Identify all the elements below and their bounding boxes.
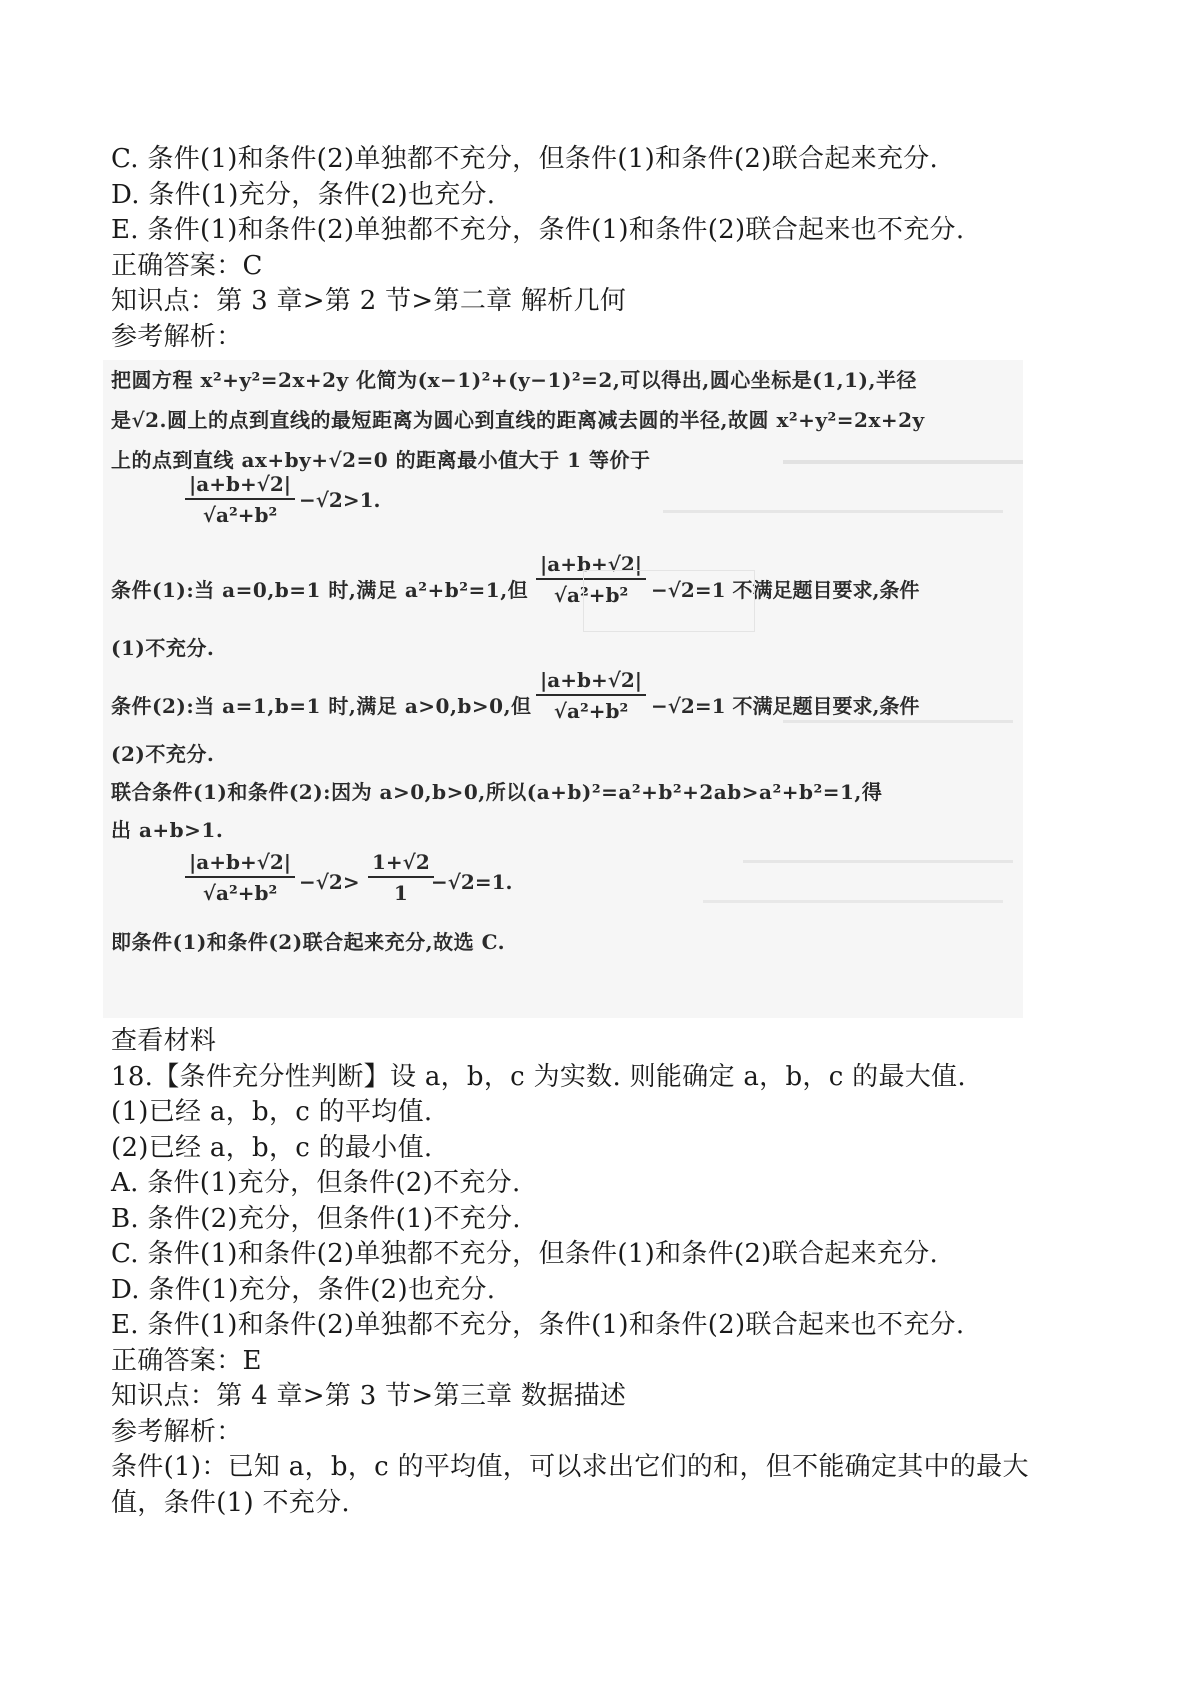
solution-conclusion: 即条件(1)和条件(2)联合起来充分,故选 C. <box>111 930 506 954</box>
fraction-numerator: 1+√2 <box>368 848 434 878</box>
explanation-line-1: 条件(1)：已知 a，b，c 的平均值，可以求出它们的和，但不能确定其中的最大 <box>111 1452 1029 1482</box>
joint-fraction-2 <box>368 848 434 908</box>
fraction-denominator: √a²+b² <box>553 583 629 607</box>
fraction-numerator: |a+b+√2| <box>185 470 295 500</box>
condition-1-suffix: −√2=1 不满足题目要求,条件 <box>651 578 920 602</box>
option-d: D. 条件(1)充分，条件(2)也充分. <box>111 1274 496 1305</box>
inequality-tail: −√2>1. <box>299 488 381 512</box>
scan-artifact <box>583 570 755 632</box>
solution-line-3: 上的点到直线 ax+by+√2=0 的距离最小值大于 1 等价于 <box>111 448 651 472</box>
distance-fraction <box>185 470 295 530</box>
question-stem: 18.【条件充分性判断】设 a，b，c 为实数. 则能确定 a，b，c 的最大值. <box>111 1061 966 1092</box>
view-material-link[interactable]: 查看材料 <box>111 1026 217 1056</box>
condition-2-prefix: 条件(2):当 a=1,b=1 时,满足 a>0,b>0,但 <box>111 694 532 718</box>
condition-2-suffix: −√2=1 不满足题目要求,条件 <box>651 694 920 718</box>
correct-answer: 正确答案：E <box>111 1345 262 1376</box>
scan-artifact <box>743 860 1013 863</box>
correct-answer: 正确答案：C <box>111 250 263 281</box>
explanation-heading: 参考解析： <box>111 1416 243 1447</box>
condition-2: (2)已经 a，b，c 的最小值. <box>111 1132 433 1163</box>
question-18 <box>111 1024 1111 1521</box>
condition-1: (1)已经 a，b，c 的平均值. <box>111 1097 433 1127</box>
knowledge-point: 知识点：第 4 章>第 3 节>第三章 数据描述 <box>111 1381 627 1411</box>
scan-artifact <box>703 900 1003 903</box>
fraction-numerator: |a+b+√2| <box>536 666 646 696</box>
condition-2-conclusion: (2)不充分. <box>111 742 215 766</box>
fraction-denominator: 1 <box>393 881 408 905</box>
explanation-heading: 参考解析： <box>111 321 243 352</box>
fraction-denominator: √a²+b² <box>202 503 278 527</box>
option-e: E. 条件(1)和条件(2)单独都不充分，条件(1)和条件(2)联合起来也不充分. <box>111 1310 965 1340</box>
option-d: D. 条件(1)充分，条件(2)也充分. <box>111 179 496 210</box>
joint-inequality-middle: −√2> <box>299 870 360 894</box>
joint-inequality-tail: −√2=1. <box>431 870 513 894</box>
joint-condition-line-1: 联合条件(1)和条件(2):因为 a>0,b>0,所以(a+b)²=a²+b²+2ab>a²+b²=1,得 <box>111 780 883 804</box>
option-c: C. 条件(1)和条件(2)单独都不充分，但条件(1)和条件(2)联合起来充分. <box>111 144 939 174</box>
scan-artifact <box>783 460 1023 464</box>
fraction-denominator: √a²+b² <box>202 881 278 905</box>
scanned-solution-image <box>103 360 1023 1018</box>
solution-line-1: 把圆方程 x²+y²=2x+2y 化简为(x−1)²+(y−1)²=2,可以得出,圆心坐标是(1,1),半径 <box>111 368 917 392</box>
option-e: E. 条件(1)和条件(2)单独都不充分，条件(1)和条件(2)联合起来也不充分. <box>111 215 965 245</box>
previous-question-tail <box>111 142 1111 355</box>
joint-condition-line-2: 出 a+b>1. <box>111 818 224 842</box>
fraction-denominator: √a²+b² <box>553 699 629 723</box>
solution-line-2: 是√2.圆上的点到直线的最短距离为圆心到直线的距离减去圆的半径,故圆 x²+y²=2x+2y <box>111 408 925 432</box>
option-a: A. 条件(1)充分，但条件(2)不充分. <box>111 1168 521 1198</box>
fraction-numerator: |a+b+√2| <box>185 848 295 878</box>
condition-2-fraction <box>536 666 646 726</box>
condition-1-conclusion: (1)不充分. <box>111 636 215 660</box>
fraction-numerator: |a+b+√2| <box>536 550 646 580</box>
explanation-line-2: 值，条件(1) 不充分. <box>111 1487 350 1518</box>
scan-artifact <box>663 510 1003 513</box>
option-c: C. 条件(1)和条件(2)单独都不充分，但条件(1)和条件(2)联合起来充分. <box>111 1239 939 1269</box>
condition-1-prefix: 条件(1):当 a=0,b=1 时,满足 a²+b²=1,但 <box>111 578 529 602</box>
scan-artifact <box>783 720 1013 723</box>
knowledge-point: 知识点：第 3 章>第 2 节>第二章 解析几何 <box>111 286 627 316</box>
joint-fraction <box>185 848 295 908</box>
option-b: B. 条件(2)充分，但条件(1)不充分. <box>111 1203 521 1234</box>
